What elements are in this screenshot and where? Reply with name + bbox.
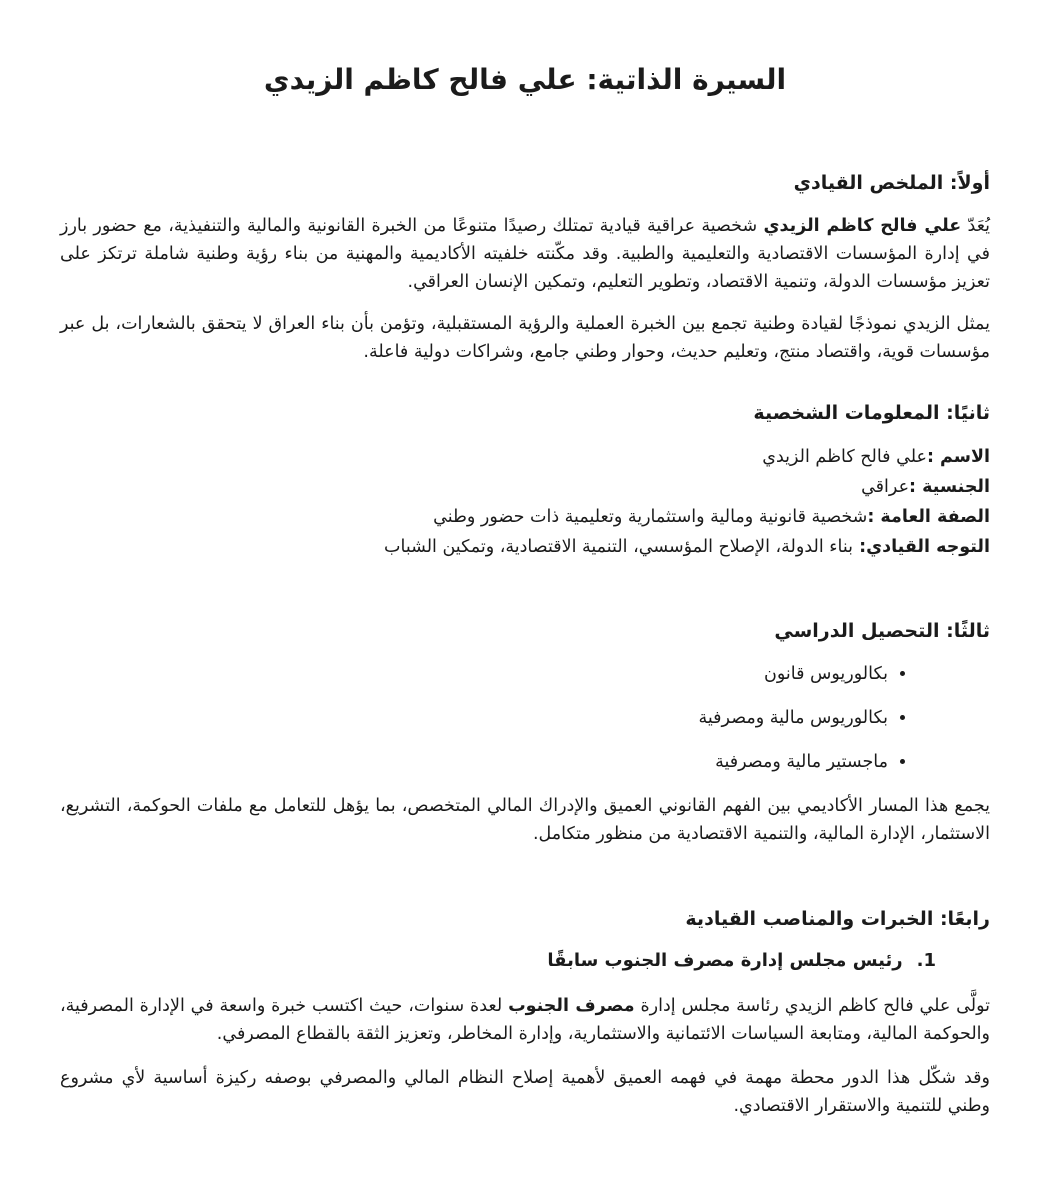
field-nationality xyxy=(60,472,990,502)
field-name-value: علي فالح كاظم الزيدي xyxy=(762,447,927,467)
summary-heading: أولاً: الملخص القيادي xyxy=(793,172,990,194)
experience-p1-post: لعدة سنوات، حيث اكتسب خبرة واسعة في الإدارة المصرفية، والحوكمة المالية، ومتابعة السياسات الائتمانية والاستثمارية، وإدارة المخاطر، وتعزيز الثقة بالقطاع المصرفي. xyxy=(60,996,990,1044)
personal-info-fields xyxy=(60,442,990,562)
section-leadership-summary xyxy=(60,170,990,366)
education-list xyxy=(60,660,990,777)
document-title: السيرة الذاتية: علي فالح كاظم الزيدي xyxy=(263,63,787,96)
section-personal-info xyxy=(60,400,990,562)
field-general-profile-value: شخصية قانونية ومالية واستثمارية وتعليمية ذات حضور وطني xyxy=(433,507,868,527)
field-nationality-value: عراقي xyxy=(861,477,910,497)
field-general-profile xyxy=(60,502,990,532)
experience-paragraph-2: وقد شكّل هذا الدور محطة مهمة في فهمه العميق لأهمية إصلاح النظام المالي والمصرفي بوصفه ركيزة أساسية لأي مشروع وطني للتنمية والاستقرار الاقتصادي. xyxy=(60,1068,990,1116)
education-item-law-bachelor: • بكالوريوس قانون xyxy=(60,660,888,689)
field-name-label: الاسم : xyxy=(926,447,990,467)
personal-info-heading: ثانيًا: المعلومات الشخصية xyxy=(753,402,990,424)
summary-p1-post: شخصية عراقية قيادية تمتلك رصيدًا متنوعًا من الخبرة القانونية والمالية والتنفيذية، مع حضور بارز في إدارة المؤسسات الاقتصادية والتعليمية والطبية. وقد مكّنته خلفيته الأكاديمية والمهنية من بناء رؤية وطنية شاملة ترتكز على تعزيز مؤسسات الدولة، وتنمية الاقتصاد، وتطوير التعليم، وتمكين الإنسان العراقي. xyxy=(60,216,990,292)
person-name-emphasis: علي فالح كاظم الزيدي xyxy=(763,216,962,236)
section-experience xyxy=(60,906,990,1120)
section-education xyxy=(60,618,990,848)
education-heading: ثالثًا: التحصيل الدراسي xyxy=(774,620,990,642)
education-item-finance-bachelor: • بكالوريوس مالية ومصرفية xyxy=(60,704,888,733)
field-nationality-label: الجنسية : xyxy=(909,477,990,497)
experience-p1-pre: تولَّى علي فالح كاظم الزيدي رئاسة مجلس إدارة xyxy=(634,996,990,1016)
experience-item-1 xyxy=(60,948,990,974)
field-general-profile-label: الصفة العامة : xyxy=(867,507,990,527)
field-leadership-orientation-value: بناء الدولة، الإصلاح المؤسسي، التنمية الاقتصادية، وتمكين الشباب xyxy=(384,537,853,557)
experience-item-1-title: رئيس مجلس إدارة مصرف الجنوب سابقًا xyxy=(547,950,903,971)
summary-p1-pre: يُعَدّ xyxy=(961,216,991,236)
education-paragraph: يجمع هذا المسار الأكاديمي بين الفهم القانوني العميق والإدراك المالي المتخصص، بما يؤهل للتعامل مع ملفات الحوكمة، التشريع، الاستثمار، الإدارة المالية، والتنمية الاقتصادية من منظور متكامل. xyxy=(60,796,990,844)
experience-item-1-number: 1. xyxy=(916,950,936,971)
experience-paragraph-1 xyxy=(60,992,990,1048)
field-leadership-orientation-label: التوجه القيادي: xyxy=(853,537,990,557)
bank-name-emphasis: مصرف الجنوب xyxy=(508,996,635,1016)
experience-heading: رابعًا: الخبرات والمناصب القيادية xyxy=(685,908,990,930)
field-name xyxy=(60,442,990,472)
summary-paragraph-1 xyxy=(60,212,990,296)
field-leadership-orientation xyxy=(60,532,990,562)
education-item-finance-master: • ماجستير مالية ومصرفية xyxy=(60,748,888,777)
summary-paragraph-2: يمثل الزيدي نموذجًا لقيادة وطنية تجمع بين الخبرة العملية والرؤية المستقبلية، وتؤمن بأن بناء العراق لا يتحقق بالشعارات، بل عبر مؤسسات قوية، واقتصاد منتج، وتعليم حديث، وحوار وطني جامع، وشراكات دولية فاعلة. xyxy=(60,314,990,362)
